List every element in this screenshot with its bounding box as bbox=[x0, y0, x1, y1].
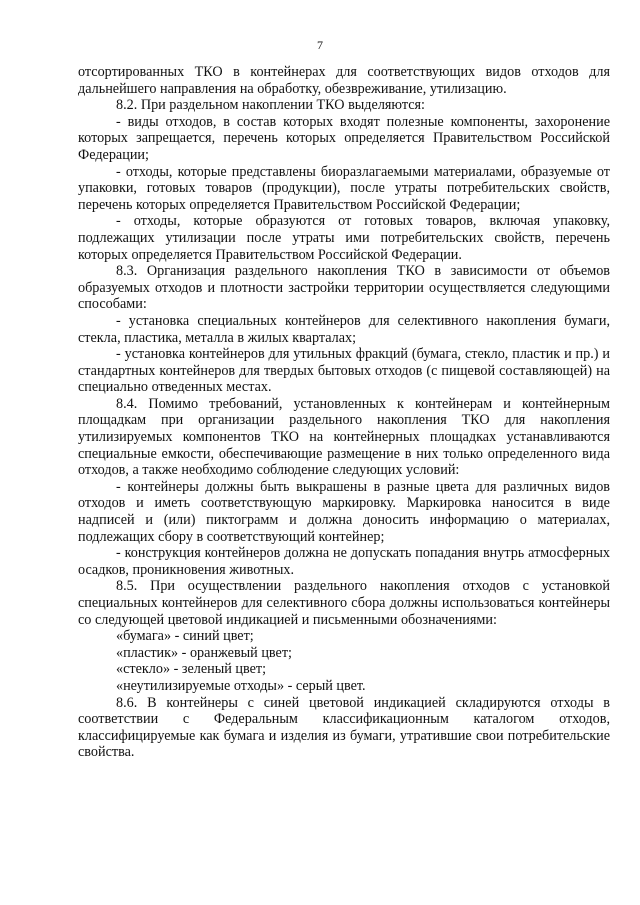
section-8-2-heading: 8.2. При раздельном накоплении ТКО выделяются: bbox=[116, 97, 425, 114]
list-item: - отходы, которые образуются от готовых товаров, включая упаковку, подлежащих утилизации после утраты ими потребительских свойств, перечень которых определяется Правительством Российской Федерации. bbox=[78, 213, 610, 263]
list-item: - установка контейнеров для утильных фракций (бумага, стекло, пластик и пр.) и стандартных контейнеров для твердых бытовых отходов (с пищевой составляющей) на специально отведенных местах. bbox=[78, 346, 610, 396]
list-item: - конструкция контейнеров должна не допускать попадания внутрь атмосферных осадков, проникновения животных. bbox=[78, 545, 610, 578]
page-number: 7 bbox=[317, 38, 323, 52]
color-label-paper: «бумага» - синий цвет; bbox=[116, 628, 254, 645]
list-item: - виды отходов, в состав которых входят полезные компоненты, захоронение которых запрещается, перечень которых определяется Правительством Российской Федерации; bbox=[78, 113, 610, 163]
section-8-5-paragraph: 8.5. При осуществлении раздельного накопления отходов с установкой специальных контейнеров для селективного сбора должны использоваться контейнеры со следующей цветовой индикацией и письменными обозначениями: bbox=[78, 578, 610, 628]
list-item: - установка специальных контейнеров для селективного накопления бумаги, стекла, пластика, металла в жилых кварталах; bbox=[78, 312, 610, 346]
list-item: - отходы, которые представлены биоразлагаемыми материалами, образуемые от упаковки, готовых товаров (продукции), после утраты потребительских свойств, перечень которых определяется Правительством Российской Федерации; bbox=[78, 163, 610, 213]
color-label-glass: «стекло» - зеленый цвет; bbox=[116, 661, 267, 678]
list-item: - контейнеры должны быть выкрашены в разные цвета для различных видов отходов и иметь соответствующую маркировку. Маркировка наносится в виде надписей и (или) пиктограмм и должна доносить информацию о материалах, подлежащих сбору в соответствующий контейнер; bbox=[78, 478, 610, 545]
section-8-4-paragraph: 8.4. Помимо требований, установленных к контейнерам и контейнерным площадкам при организации раздельного накопления ТКО для накопления утилизируемых компонентов ТКО на контейнерных площадках устанавливаются специальные емкости, обеспечивающие размещение в них только определенного вида отходов, а также необходимо соблюдение следующих условий: bbox=[78, 395, 610, 479]
document-body bbox=[78, 64, 610, 761]
section-8-6-paragraph: 8.6. В контейнеры с синей цветовой индикацией складируются отходы в соответствии с Федеральным классификационным каталогом отходов, классифицируемые как бумага и изделия из бумаги, утратившие свои потребительские свойства. bbox=[78, 694, 610, 761]
section-8-3-paragraph: 8.3. Организация раздельного накопления ТКО в зависимости от объемов образуемых отходов и плотности застройки территории осуществляется следующими способами: bbox=[78, 263, 610, 313]
color-label-plastic: «пластик» - оранжевый цвет; bbox=[116, 644, 292, 661]
paragraph-continuation: отсортированных ТКО в контейнерах для соответствующих видов отходов для дальнейшего направления на обработку, обезвреживание, утилизацию. bbox=[78, 64, 610, 97]
color-label-non-recyclable: «неутилизируемые отходы» - серый цвет. bbox=[116, 677, 366, 694]
